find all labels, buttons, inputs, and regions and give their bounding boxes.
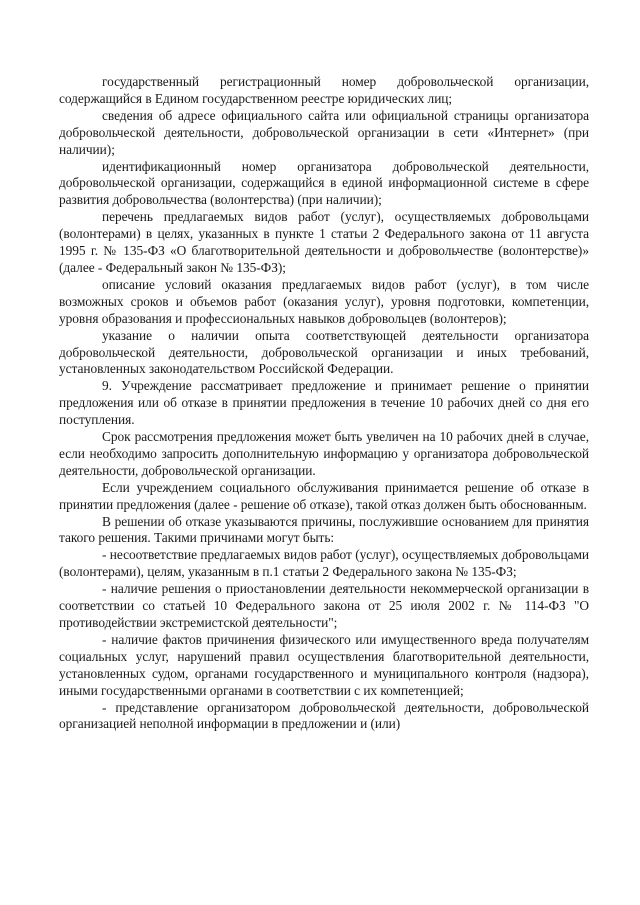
paragraph-item-9: 9. Учреждение рассматривает предложение и принимает решение о принятии предложения или об отказе в принятии предложения в течение 10 рабочих дней со дня его поступления. — [59, 378, 589, 428]
paragraph-refusal-justified: Если учреждением социального обслуживания принимается решение об отказе в принятии предложения (далее - решение об отказе), такой отказ должен быть обоснованным. — [59, 479, 589, 512]
paragraph-review-term: Срок рассмотрения предложения может быть увеличен на 10 рабочих дней в случае, если необходимо запросить дополнительную информацию у организатора добровольческой деятельности, добровольческой организации. — [59, 429, 589, 478]
paragraph-works-list: перечень предлагаемых видов работ (услуг), осуществляемых добровольцами (волонтерами) в целях, указанных в пункте 1 статьи 2 Федерального закона от 11 августа 1995 г. № 135-ФЗ «О благотворительной деятельности и добровольчестве (волонтерстве)» (далее - Федеральный закон № 135-ФЗ); — [59, 209, 589, 275]
paragraph-id-number: идентификационный номер организатора добровольческой деятельности, добровольческой организации, содержащийся в единой информационной системе в сфере развития добровольчества (волонтерства) (при наличии); — [59, 158, 589, 208]
paragraph-refusal-reasons: В решении об отказе указываются причины, послужившие основанием для принятия такого решения. Такими причинами могут быть: — [59, 513, 589, 546]
list-item-incomplete-info: - представление организатором добровольческой деятельности, добровольческой организацией неполной информации в предложении и (или) — [59, 699, 589, 732]
paragraph-website: сведения об адресе официального сайта или официальной страницы организатора добровольческой деятельности, добровольческой организации в сети «Интернет» (при наличии); — [59, 107, 589, 157]
list-item-harm: - наличие фактов причинения физического или имущественного вреда получателям социальных услуг, нарушений правил осуществления благотворительной деятельности, установленных судом, органами государственного и муниципального контроля (надзора), иными государственными органами в соответствии с их компетенцией; — [59, 631, 589, 698]
list-item-suspension: - наличие решения о приостановлении деятельности некоммерческой организации в соответствии со статьей 10 Федерального закона от 25 июля 2002 г. № 114-ФЗ "О противодействии экстремистской деятельности"; — [59, 581, 589, 630]
list-item-mismatch: - несоответствие предлагаемых видов работ (услуг), осуществляемых добровольцами (волонтерами), целям, указанным в п.1 статьи 2 Федерального закона № 135-ФЗ; — [59, 547, 589, 580]
paragraph-conditions: описание условий оказания предлагаемых видов работ (услуг), в том числе возможных сроков и объемов работ (оказания услуг), уровня подготовки, компетенции, уровня образования и профессиональных навыков добровольцев (волонтеров); — [59, 276, 589, 326]
document-body — [59, 74, 589, 733]
paragraph-ogrn: государственный регистрационный номер добровольческой организации, содержащийся в Едином государственном реестре юридических лиц; — [59, 74, 589, 106]
paragraph-experience: указание о наличии опыта соответствующей деятельности организатора добровольческой деятельности, добровольческой организации и иных требований, установленных законодательством Российской Федерации. — [59, 327, 589, 377]
